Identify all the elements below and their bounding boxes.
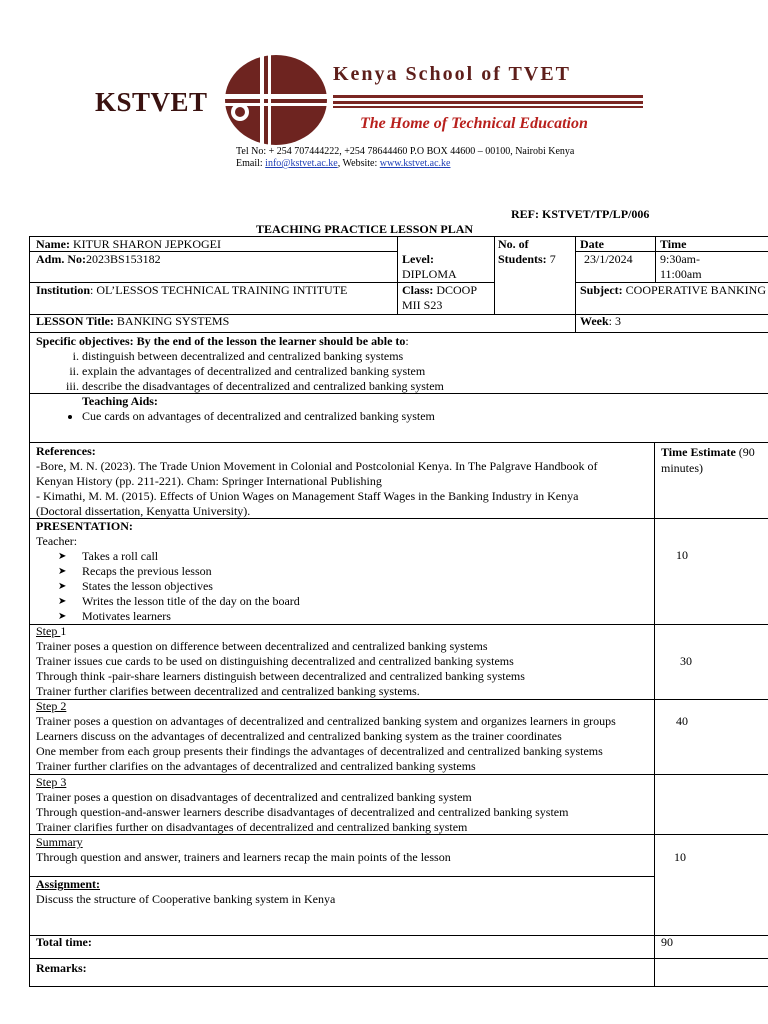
presentation-item-text: Takes a roll call (82, 549, 159, 563)
objectives-heading (36, 334, 766, 349)
time-estimate-label: Time Estimate (661, 445, 736, 459)
week-field (580, 314, 621, 329)
step1-line: Through think -pair-share learners distinguish between decentralized and centralized banking systems (36, 669, 525, 683)
presentation-item (58, 549, 652, 564)
teaching-aids-heading: Teaching Aids: (82, 394, 158, 408)
step1-label: Step (36, 624, 61, 638)
lesson-title-field (36, 314, 229, 329)
step1-number: 1 (60, 624, 67, 638)
school-name: Kenya School of TVET (333, 63, 571, 85)
step1-line: Trainer issues cue cards to be used on distinguishing decentralized and centralized banking systems (36, 654, 514, 668)
remarks-label: Remarks: (36, 961, 87, 975)
name-label: Name: (36, 237, 70, 251)
step1-line: Trainer further clarifies between decentralized and centralized banking systems. (36, 684, 420, 698)
presentation-item (58, 564, 652, 579)
step1-line: Trainer poses a question on difference between decentralized and centralized banking systems (36, 639, 488, 653)
time-value: 9:30am-11:00am (660, 252, 702, 281)
website-label: , Website: (337, 158, 380, 169)
time-estimate-unit: (90 minutes) (661, 445, 755, 475)
name-field (36, 237, 221, 252)
header-rule (333, 101, 643, 104)
week-label: Week (580, 314, 609, 328)
arrow-bullet-icon: ➤ (58, 611, 67, 622)
school-emblem-icon (224, 54, 328, 146)
website-link[interactable]: www.kstvet.ac.ke (379, 158, 451, 169)
step3-line: Trainer clarifies further on disadvantages of decentralized and centralized banking system (36, 820, 468, 834)
header-rule (333, 95, 643, 98)
email-link[interactable]: info@kstvet.ac.ke (265, 158, 338, 169)
presentation-list (36, 549, 652, 624)
presentation-item (58, 594, 652, 609)
date-label: Date (580, 237, 604, 251)
reference-line: Kenyan History (pp. 211-221). Cham: Springer International Publishing (36, 474, 382, 488)
references-section (36, 444, 652, 519)
subject-label: Subject: (580, 283, 623, 297)
assignment-heading: Assignment: (36, 877, 101, 891)
objective-item: i. distinguish between decentralized and centralized banking systems (82, 349, 766, 364)
total-time-label: Total time: (36, 935, 92, 949)
objectives-list (36, 349, 766, 394)
presentation-item-text: Motivates learners (82, 609, 171, 623)
lesson-title-label: LESSON Title: (36, 314, 114, 328)
arrow-bullet-icon: ➤ (58, 581, 67, 592)
step2-line: One member from each group presents their findings the advantages of decentralized and centralized banking systems (36, 744, 603, 758)
summary-heading: Summary (36, 835, 83, 849)
objectives-colon: : (405, 334, 409, 348)
teacher-label: Teacher: (36, 534, 78, 548)
step1-heading (36, 624, 652, 639)
level-label: Level: (402, 252, 434, 266)
adm-value: 2023BS153182 (86, 252, 161, 266)
presentation-item-text: Recaps the previous lesson (82, 564, 212, 578)
step2-line: Learners discuss on the advantages of decentralized and centralized banking system as the trainer coordinates (36, 729, 562, 743)
objectives-section (36, 334, 766, 394)
institution-label: Institution (36, 283, 91, 297)
presentation-item (58, 579, 652, 594)
adm-field (36, 252, 161, 267)
header-rule (333, 106, 643, 108)
presentation-heading: PRESENTATION: (36, 519, 133, 533)
reference-line: -Bore, M. N. (2023). The Trade Union Movement in Colonial and Postcolonial Kenya. In The Palgrave Handbook of (36, 459, 598, 473)
presentation-time: 10 (676, 548, 688, 562)
students-value: 7 (546, 252, 556, 266)
total-time-value: 90 (661, 935, 673, 949)
contact-email-line (236, 158, 450, 170)
step3-line: Through question-and-answer learners describe disadvantages of decentralized and centralized banking system (36, 805, 569, 819)
time-label: Time (660, 237, 687, 251)
institution-value: : OL’LESSOS TECHNICAL TRAINING INTITUTE (90, 283, 348, 297)
presentation-item (58, 609, 652, 624)
step1-time: 30 (680, 654, 692, 668)
level-value: DIPLOMA (402, 267, 457, 281)
presentation-section (36, 519, 652, 624)
presentation-item-text: States the lesson objectives (82, 579, 213, 593)
summary-section (36, 835, 652, 865)
teaching-aids-list (36, 409, 766, 424)
assignment-section (36, 877, 652, 907)
document-title: TEACHING PRACTICE LESSON PLAN (256, 222, 474, 236)
date-value: 23/1/2024 (584, 252, 633, 266)
step2-section (36, 699, 652, 774)
objective-item: iii. describe the disadvantages of decentralized and centralized banking system (82, 379, 766, 394)
step3-heading: Step 3 (36, 775, 67, 789)
step3-section (36, 775, 652, 835)
step2-heading: Step 2 (36, 699, 67, 713)
students-field (498, 237, 574, 267)
objectives-heading-text: Specific objectives: By the end of the lesson the learner should be able to (36, 334, 406, 348)
reference-line: (Doctoral dissertation, Kenyatta University). (36, 504, 251, 518)
reference-code: REF: KSTVET/TP/LP/006 (511, 207, 650, 221)
name-value: KITUR SHARON JEPKOGEI (69, 237, 221, 251)
step2-time: 40 (676, 714, 688, 728)
class-value: DCOOP MII S23 (402, 283, 477, 312)
tagline: The Home of Technical Education (360, 115, 588, 132)
arrow-bullet-icon: ➤ (58, 551, 67, 562)
step2-line: Trainer poses a question on advantages of decentralized and centralized banking system and organizes learners in groups (36, 714, 616, 728)
assignment-text: Discuss the structure of Cooperative banking system in Kenya (36, 892, 336, 906)
summary-text: Through question and answer, trainers and learners recap the main points of the lesson (36, 850, 451, 864)
presentation-item-text: Writes the lesson title of the day on the board (82, 594, 300, 608)
step2-line: Trainer further clarifies on the advantages of decentralized and centralized banking systems (36, 759, 476, 773)
subject-field (580, 283, 766, 298)
class-label: Class: (402, 283, 434, 297)
level-field (402, 252, 492, 282)
class-field (402, 283, 494, 313)
objective-item: ii. explain the advantages of decentralized and centralized banking system (82, 364, 766, 379)
email-label: Email: (236, 158, 266, 169)
institution-field (36, 283, 347, 298)
teaching-aids-section (36, 394, 766, 424)
summary-time: 10 (674, 850, 686, 864)
references-heading: References: (36, 444, 96, 458)
reference-line: - Kimathi, M. M. (2015). Effects of Union Wages on Management Staff Wages in the Banking Industry in Kenya (36, 489, 579, 503)
lesson-title-value: BANKING SYSTEMS (113, 314, 230, 328)
time-estimate-heading (661, 444, 767, 476)
arrow-bullet-icon: ➤ (58, 596, 67, 607)
contact-line: Tel No: + 254 707444222, +254 78644460 P.O BOX 44600 – 00100, Nairobi Kenya (236, 146, 575, 157)
logo-text: KSTVET (95, 87, 208, 117)
week-value: : 3 (608, 314, 622, 328)
subject-value: COOPERATIVE BANKING (622, 283, 767, 297)
adm-label: Adm. No: (36, 252, 86, 266)
arrow-bullet-icon: ➤ (58, 566, 67, 577)
step1-section (36, 624, 652, 699)
students-label: No. of Students: (498, 237, 547, 266)
step3-line: Trainer poses a question on disadvantages of decentralized and centralized banking system (36, 790, 472, 804)
teaching-aid-item: • Cue cards on advantages of decentralized and centralized banking system (82, 409, 766, 424)
